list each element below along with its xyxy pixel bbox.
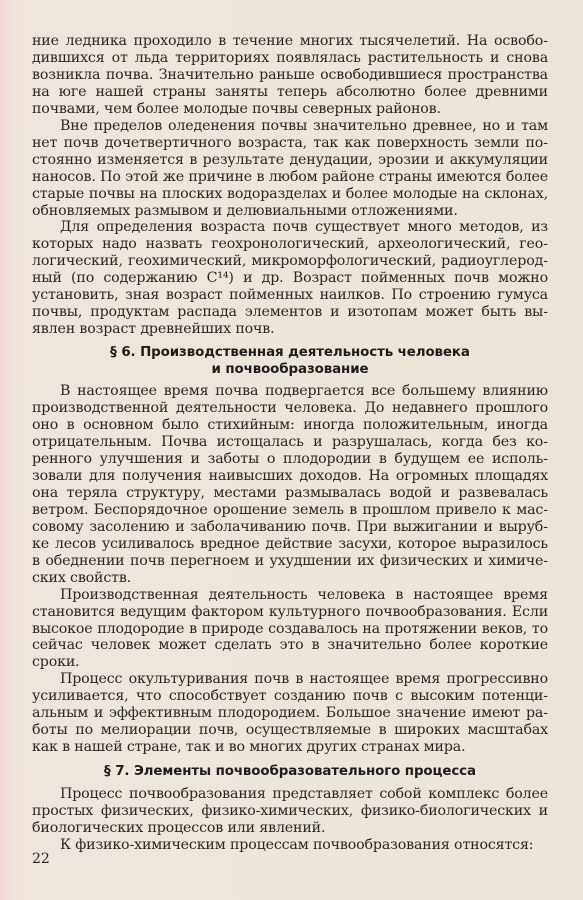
- page-number: 22: [32, 851, 50, 867]
- section-6-title-line2: и почвообразование: [211, 362, 369, 378]
- section-6-paragraph-1: В настоящее время почва подвергается все большему влиянию производственной деятельности человека. До недавнего прошлого оно в основном было стихийным: иногда положительным, иногда отрицательным. Почва истощалась и разрушалась, когда без коренного улучшения и заботы о плодородии в будущем ее использовали для получения наивысших доходов. На огромных площадях она теряла структуру, местами размывалась водой и развевалась ветром. Беспорядочное орошение земель в прошлом привело к массовому засолению и заболачиванию почв. При выжигании и вырубке лесов усиливалось вредное действие засухи, которое выразилось в обеднении почв перегноем и ухудшении их физических и химических свойств.: [32, 383, 548, 586]
- section-7-heading: § 7. Элементы почвообразовательного процесса: [104, 764, 476, 780]
- paragraph-continued: ние ледника проходило в течение многих тысячелетий. На освободившихся от льда территориях появлялась растительность и снова возникла почва. Значительно раньше освободившиеся пространства на юге нашей страны заняты теперь абсолютно более древними почвами, чем более молодые почвы северных районов.: [32, 33, 548, 117]
- section-7-paragraph-2: К физико-химическим процессам почвообразования относятся:: [60, 836, 534, 853]
- section-6-paragraph-2: Производственная деятельность человека в настоящее время становится ведущим фактором культурного почвообразования. Если высокое плодородие в природе создавалось на протяжении веков, то сейчас человек может сделать это в значительно более короткие сроки.: [32, 586, 548, 671]
- paragraph-age-methods: Для определения возраста почв существует много методов, из которых надо назвать геохронологический, археологический, геологический, геохимический, микроморфологический, радиоуглеродный (по содержанию C¹⁴) и др. Возраст пойменных почв можно установить, зная возраст пойменных наилков. По строению гумуса почвы, продуктам распада элементов и изотопам может быть выявлен возраст древнейших почв.: [32, 219, 548, 338]
- section-6-paragraph-3: Процесс окультуривания почв в настоящее время прогрессивно усиливается, что способствует созданию почв с высоким потенциальным и эффективным плодородием. Большое значение имеют работы по мелиорации почв, осуществляемые в широких масштабах как в нашей стране, так и во многих других странах мира.: [32, 671, 548, 756]
- paragraph-glaciation: Вне пределов оледенения почвы значительно древнее, но и там нет почв дочетвертичного возраста, так как поверхность земли постоянно изменяется в результате денудации, эрозии и аккумуляции наносов. По этой же причине в любом районе страны имеются более старые почвы на плоских водоразделах и более молодые на склонах, обновляемых размывом и делювиальными отложениями.: [32, 117, 548, 219]
- page-text: [32, 33, 548, 854]
- section-6-title-line1: § 6. Производственная деятельность человека: [110, 345, 470, 361]
- section-6-heading: [32, 344, 548, 378]
- section-7-paragraph-1: Процесс почвообразования представляет собой комплекс более простых физических, физико-химических, физико-биологических и биологических процессов или явлений.: [32, 786, 548, 837]
